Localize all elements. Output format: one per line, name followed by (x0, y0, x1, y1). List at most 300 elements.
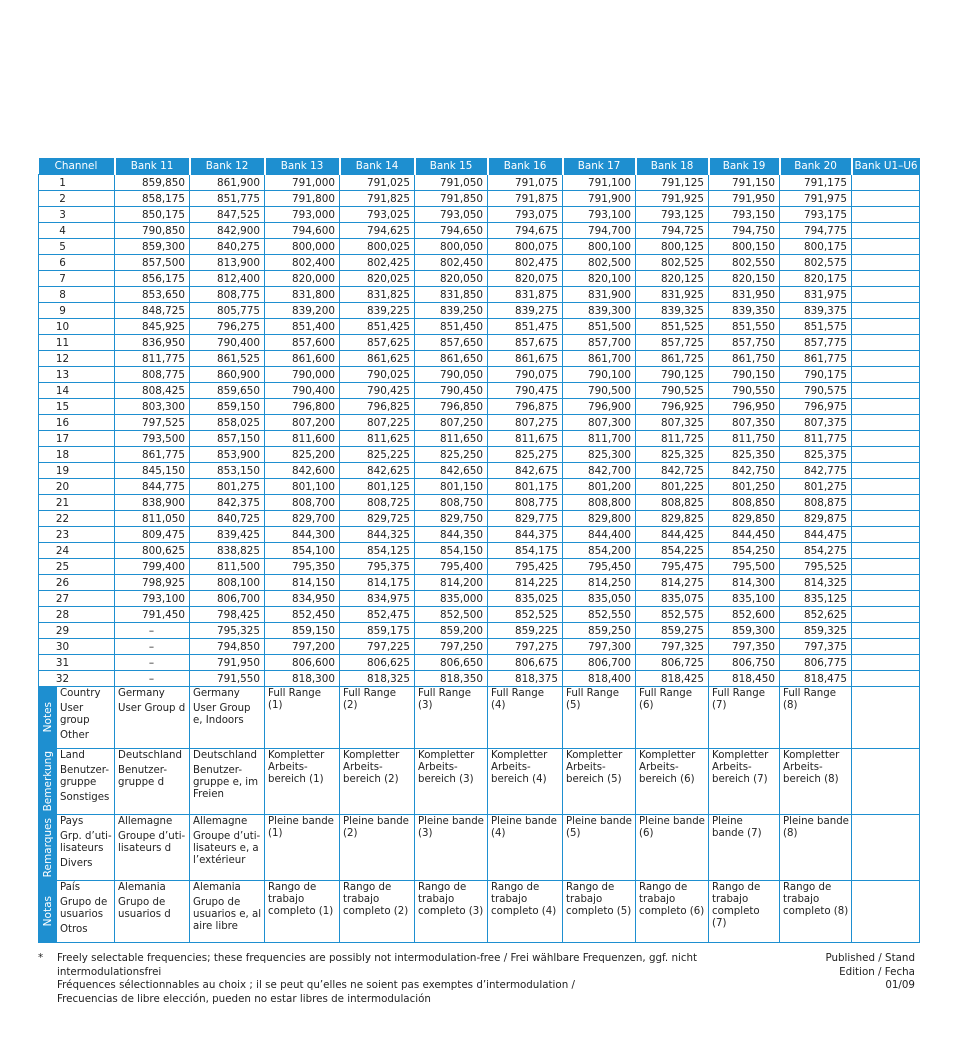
frequency-cell: 794,750 (709, 223, 780, 239)
frequency-cell: 808,725 (340, 495, 415, 511)
frequency-cell: 820,025 (340, 271, 415, 287)
notes-row-label: Grupo de usuarios (60, 897, 108, 920)
frequency-cell: 794,700 (563, 223, 636, 239)
channel-number-cell: 23 (39, 527, 115, 543)
table-row (39, 271, 920, 287)
frequency-cell: 806,650 (415, 655, 488, 671)
frequency-cell: 859,175 (340, 623, 415, 639)
notes-bank11-cell (115, 815, 190, 881)
frequency-cell: 790,050 (415, 367, 488, 383)
frequency-cell (852, 591, 920, 607)
channel-number-cell: 30 (39, 639, 115, 655)
frequency-cell: 854,275 (780, 543, 852, 559)
frequency-cell (852, 335, 920, 351)
frequency-cell: 854,125 (340, 543, 415, 559)
table-row (39, 191, 920, 207)
frequency-cell: 825,300 (563, 447, 636, 463)
frequency-cell: 793,125 (636, 207, 709, 223)
frequency-cell: 790,025 (340, 367, 415, 383)
frequency-cell: 860,900 (190, 367, 265, 383)
frequency-cell: 790,150 (709, 367, 780, 383)
frequency-cell (852, 527, 920, 543)
table-row (39, 351, 920, 367)
frequency-cell: 839,250 (415, 303, 488, 319)
frequency-cell: 800,025 (340, 239, 415, 255)
frequency-cell: 829,750 (415, 511, 488, 527)
notes-empty-cell (852, 687, 920, 749)
notes-row-label: Otros (60, 924, 88, 935)
frequency-cell: 818,425 (636, 671, 709, 687)
notes-range-cell: Kompletter Arbeits-bereich (5) (563, 749, 636, 815)
frequency-cell: 818,350 (415, 671, 488, 687)
frequency-cell: 857,675 (488, 335, 563, 351)
notes-row-label: Land (60, 750, 85, 761)
table-header-row (39, 158, 920, 175)
frequency-cell: 806,750 (709, 655, 780, 671)
frequency-cell: 859,850 (115, 175, 190, 191)
notes-row-label: Divers (60, 858, 93, 869)
frequency-cell: 790,125 (636, 367, 709, 383)
frequency-cell: 807,275 (488, 415, 563, 431)
frequency-cell: 808,850 (709, 495, 780, 511)
frequency-cell: 791,975 (780, 191, 852, 207)
frequency-cell: 814,300 (709, 575, 780, 591)
frequency-cell: 794,675 (488, 223, 563, 239)
frequency-cell: 796,950 (709, 399, 780, 415)
channel-number-cell: 32 (39, 671, 115, 687)
frequency-cell: 836,950 (115, 335, 190, 351)
frequency-cell (852, 543, 920, 559)
frequency-cell: 831,800 (265, 287, 340, 303)
notes-range-cell: Full Range (6) (636, 687, 709, 749)
frequency-cell: 831,850 (415, 287, 488, 303)
notes-range-cell: Kompletter Arbeits-bereich (8) (780, 749, 852, 815)
notes-side-label: Bemerkung (41, 751, 54, 812)
frequency-cell: 829,825 (636, 511, 709, 527)
notes-bank11-text: Allemagne (118, 816, 173, 827)
notes-range-cell: Rango de trabajo completo (6) (636, 881, 709, 943)
frequency-cell: 801,100 (265, 479, 340, 495)
frequency-cell: 801,250 (709, 479, 780, 495)
column-header-bank: Bank 19 (709, 158, 780, 175)
frequency-cell (852, 607, 920, 623)
footnote-asterisk: * (38, 952, 44, 964)
frequency-cell: 807,325 (636, 415, 709, 431)
frequency-cell: 791,850 (415, 191, 488, 207)
frequency-cell: 842,750 (709, 463, 780, 479)
notes-bank12-text: Alemania (193, 882, 241, 893)
frequency-cell: 799,400 (115, 559, 190, 575)
channel-number-cell: 21 (39, 495, 115, 511)
column-header-bank: Bank 14 (340, 158, 415, 175)
frequency-cell: 851,450 (415, 319, 488, 335)
notes-bank11-text: Groupe d’uti-lisateurs d (118, 831, 186, 854)
channel-number-cell: 28 (39, 607, 115, 623)
frequency-cell (852, 319, 920, 335)
table-row (39, 527, 920, 543)
frequency-cell (852, 207, 920, 223)
channel-number-cell: 27 (39, 591, 115, 607)
frequency-cell: 839,300 (563, 303, 636, 319)
frequency-cell: 859,150 (265, 623, 340, 639)
frequency-cell: 818,475 (780, 671, 852, 687)
channel-number-cell: 2 (39, 191, 115, 207)
column-header-bank: Bank 12 (190, 158, 265, 175)
frequency-cell: 791,000 (265, 175, 340, 191)
frequency-cell: 793,100 (115, 591, 190, 607)
table-row (39, 223, 920, 239)
notes-range-cell: Pleine bande (7) (709, 815, 780, 881)
frequency-cell: 844,300 (265, 527, 340, 543)
frequency-cell: 791,900 (563, 191, 636, 207)
frequency-cell: 806,625 (340, 655, 415, 671)
frequency-cell: 808,775 (190, 287, 265, 303)
notes-bank12-cell (190, 687, 265, 749)
frequency-cell: 854,200 (563, 543, 636, 559)
frequency-cell: 820,050 (415, 271, 488, 287)
channel-number-cell: 9 (39, 303, 115, 319)
notes-bank11-text: Deutschland (118, 750, 182, 761)
frequency-cell: 852,600 (709, 607, 780, 623)
frequency-cell: 794,775 (780, 223, 852, 239)
frequency-cell: 851,550 (709, 319, 780, 335)
frequency-cell: 842,775 (780, 463, 852, 479)
frequency-cell: 861,725 (636, 351, 709, 367)
frequency-cell (852, 495, 920, 511)
table-row (39, 319, 920, 335)
frequency-cell: 857,700 (563, 335, 636, 351)
table-row (39, 175, 920, 191)
frequency-cell (852, 559, 920, 575)
frequency-cell: 790,525 (636, 383, 709, 399)
table-row (39, 463, 920, 479)
column-header-bank: Bank 11 (115, 158, 190, 175)
frequency-cell: 851,775 (190, 191, 265, 207)
frequency-cell: 793,000 (265, 207, 340, 223)
frequency-cell: 791,950 (709, 191, 780, 207)
frequency-cell: 854,175 (488, 543, 563, 559)
frequency-cell: 802,400 (265, 255, 340, 271)
notes-range-cell: Pleine bande (2) (340, 815, 415, 881)
frequency-cell: 790,475 (488, 383, 563, 399)
column-header-bank: Bank 17 (563, 158, 636, 175)
frequency-cell: 802,525 (636, 255, 709, 271)
frequency-cell: 791,800 (265, 191, 340, 207)
notes-bank11-text: Benutzer-gruppe d (118, 765, 168, 788)
notes-bank12-cell (190, 749, 265, 815)
notes-side-label-cell (39, 687, 57, 749)
notes-bank11-text: Grupo de usuarios d (118, 897, 171, 920)
frequency-cell: 808,750 (415, 495, 488, 511)
frequency-cell (852, 431, 920, 447)
frequency-cell: 808,425 (115, 383, 190, 399)
frequency-cell: 839,275 (488, 303, 563, 319)
frequency-cell: 825,200 (265, 447, 340, 463)
frequency-cell (852, 655, 920, 671)
notes-range-cell: Rango de trabajo completo (8) (780, 881, 852, 943)
frequency-cell: 857,600 (265, 335, 340, 351)
notes-bank12-text: Allemagne (193, 816, 248, 827)
frequency-cell: 802,575 (780, 255, 852, 271)
frequency-cell: 811,625 (340, 431, 415, 447)
frequency-cell: 807,200 (265, 415, 340, 431)
frequency-cell: 802,550 (709, 255, 780, 271)
frequency-cell: 851,475 (488, 319, 563, 335)
table-row (39, 543, 920, 559)
notes-row-labels (57, 749, 115, 815)
frequency-cell: 797,225 (340, 639, 415, 655)
frequency-cell: 842,650 (415, 463, 488, 479)
frequency-cell: 794,725 (636, 223, 709, 239)
table-row (39, 671, 920, 687)
frequency-cell: 859,250 (563, 623, 636, 639)
frequency-cell: 851,400 (265, 319, 340, 335)
table-row (39, 575, 920, 591)
table-row (39, 559, 920, 575)
notes-bank12-text: Germany (193, 688, 240, 699)
frequency-cell: 844,375 (488, 527, 563, 543)
frequency-cell: 793,100 (563, 207, 636, 223)
channel-number-cell: 19 (39, 463, 115, 479)
frequency-cell: 811,700 (563, 431, 636, 447)
notes-range-cell: Kompletter Arbeits-bereich (2) (340, 749, 415, 815)
frequency-cell: 818,400 (563, 671, 636, 687)
frequency-cell: 796,900 (563, 399, 636, 415)
frequency-cell: 800,100 (563, 239, 636, 255)
channel-number-cell: 20 (39, 479, 115, 495)
frequency-cell: 793,500 (115, 431, 190, 447)
frequency-cell: 806,600 (265, 655, 340, 671)
frequency-cell: 797,300 (563, 639, 636, 655)
frequency-cell: 850,175 (115, 207, 190, 223)
frequency-cell: 795,400 (415, 559, 488, 575)
frequency-cell: 796,850 (415, 399, 488, 415)
frequency-cell: 831,825 (340, 287, 415, 303)
frequency-cell: 861,700 (563, 351, 636, 367)
notes-bank11-cell (115, 881, 190, 943)
frequency-cell: 831,900 (563, 287, 636, 303)
frequency-cell: 790,175 (780, 367, 852, 383)
frequency-cell: 800,050 (415, 239, 488, 255)
frequency-cell: 806,725 (636, 655, 709, 671)
notes-range-cell: Full Range (2) (340, 687, 415, 749)
notes-range-cell: Kompletter Arbeits-bereich (4) (488, 749, 563, 815)
frequency-cell: 857,750 (709, 335, 780, 351)
notes-row-label: País (60, 882, 81, 893)
frequency-cell: 796,800 (265, 399, 340, 415)
frequency-cell: 806,700 (563, 655, 636, 671)
frequency-cell: 844,425 (636, 527, 709, 543)
frequency-cell: 801,225 (636, 479, 709, 495)
frequency-cell: – (115, 655, 190, 671)
frequency-cell: – (115, 639, 190, 655)
table-row (39, 239, 920, 255)
column-header-channel: Channel (39, 158, 115, 175)
notes-range-cell: Rango de trabajo completo (7) (709, 881, 780, 943)
frequency-cell: 840,275 (190, 239, 265, 255)
frequency-cell: 790,400 (265, 383, 340, 399)
notes-range-cell: Rango de trabajo completo (1) (265, 881, 340, 943)
frequency-cell: 811,775 (780, 431, 852, 447)
table-row (39, 367, 920, 383)
frequency-cell: 861,525 (190, 351, 265, 367)
frequency-cell: 795,525 (780, 559, 852, 575)
channel-number-cell: 3 (39, 207, 115, 223)
frequency-cell: 852,475 (340, 607, 415, 623)
frequency-cell: 791,150 (709, 175, 780, 191)
frequency-cell: 851,575 (780, 319, 852, 335)
notes-row-label: Sonstiges (60, 792, 110, 803)
frequency-cell (852, 623, 920, 639)
table-row (39, 447, 920, 463)
notes-range-cell: Full Range (5) (563, 687, 636, 749)
frequency-cell: 813,900 (190, 255, 265, 271)
table-row (39, 287, 920, 303)
frequency-cell: 842,700 (563, 463, 636, 479)
notes-row-label: Other (60, 730, 89, 741)
notes-range-cell: Kompletter Arbeits-bereich (3) (415, 749, 488, 815)
frequency-cell: 801,150 (415, 479, 488, 495)
column-header-bank: Bank U1–U6 (852, 158, 920, 175)
notes-side-label-cell (39, 881, 57, 943)
frequency-cell: 807,300 (563, 415, 636, 431)
notes-bank12-text: Groupe d’uti-lisateurs e, a l’extérieur (193, 831, 261, 866)
frequency-cell: 811,750 (709, 431, 780, 447)
notes-range-cell: Kompletter Arbeits-bereich (1) (265, 749, 340, 815)
channel-number-cell: 4 (39, 223, 115, 239)
frequency-cell: 808,700 (265, 495, 340, 511)
notes-bank12-text: User Group e, Indoors (193, 703, 251, 726)
table-row (39, 303, 920, 319)
frequency-cell: 807,250 (415, 415, 488, 431)
frequency-cell: 811,650 (415, 431, 488, 447)
notes-empty-cell (852, 749, 920, 815)
column-header-bank: Bank 16 (488, 158, 563, 175)
notes-range-cell: Pleine bande (4) (488, 815, 563, 881)
frequency-cell: 814,275 (636, 575, 709, 591)
frequency-cell: 797,275 (488, 639, 563, 655)
notes-row-label: User group (60, 703, 90, 726)
frequency-cell: 851,525 (636, 319, 709, 335)
frequency-cell: 814,200 (415, 575, 488, 591)
notes-side-label: Notes (41, 702, 54, 733)
frequency-cell: 854,225 (636, 543, 709, 559)
frequency-cell: 814,150 (265, 575, 340, 591)
frequency-cell (852, 367, 920, 383)
notes-bank12-text: Grupo de usuarios e, al aire libre (193, 897, 262, 932)
channel-number-cell: 10 (39, 319, 115, 335)
notes-bank11-cell (115, 749, 190, 815)
frequency-cell: 858,175 (115, 191, 190, 207)
frequency-cell: 825,225 (340, 447, 415, 463)
frequency-cell: 857,650 (415, 335, 488, 351)
notes-range-cell: Full Range (4) (488, 687, 563, 749)
frequency-cell: 791,175 (780, 175, 852, 191)
column-header-bank: Bank 20 (780, 158, 852, 175)
frequency-cell (852, 511, 920, 527)
frequency-cell: 791,950 (190, 655, 265, 671)
channel-number-cell: 22 (39, 511, 115, 527)
frequency-cell: 844,775 (115, 479, 190, 495)
frequency-cell: 793,150 (709, 207, 780, 223)
frequency-cell: 793,025 (340, 207, 415, 223)
frequency-cell: 800,175 (780, 239, 852, 255)
frequency-cell: 842,675 (488, 463, 563, 479)
frequency-cell: 790,100 (563, 367, 636, 383)
frequency-cell: 839,325 (636, 303, 709, 319)
frequency-cell: 800,125 (636, 239, 709, 255)
notes-range-cell: Full Range (3) (415, 687, 488, 749)
table-row (39, 511, 920, 527)
frequency-cell: 796,825 (340, 399, 415, 415)
frequency-cell: 829,850 (709, 511, 780, 527)
frequency-cell: 811,050 (115, 511, 190, 527)
channel-number-cell: 29 (39, 623, 115, 639)
notes-row-label: Pays (60, 816, 84, 827)
frequency-cell: 839,375 (780, 303, 852, 319)
frequency-cell: 854,100 (265, 543, 340, 559)
notes-empty-cell (852, 881, 920, 943)
frequency-cell (852, 447, 920, 463)
edition-date: 01/09 (885, 979, 915, 991)
frequency-cell: 858,025 (190, 415, 265, 431)
frequency-cell: 790,550 (709, 383, 780, 399)
frequency-cell: 795,375 (340, 559, 415, 575)
frequency-cell: 852,575 (636, 607, 709, 623)
frequency-cell: 791,125 (636, 175, 709, 191)
frequency-cell: 844,400 (563, 527, 636, 543)
frequency-cell (852, 271, 920, 287)
footnote-line-french: Fréquences sélectionnables au choix ; il se peut qu’elles ne soient pas exemptes d’intermodulation / (57, 979, 575, 991)
frequency-table (38, 158, 920, 943)
notes-range-cell: Pleine bande (5) (563, 815, 636, 881)
notes-range-cell: Kompletter Arbeits-bereich (6) (636, 749, 709, 815)
frequency-cell: 808,100 (190, 575, 265, 591)
column-header-bank: Bank 18 (636, 158, 709, 175)
frequency-cell: 801,125 (340, 479, 415, 495)
notes-range-cell: Pleine bande (6) (636, 815, 709, 881)
frequency-cell: 844,325 (340, 527, 415, 543)
frequency-cell: 820,175 (780, 271, 852, 287)
frequency-cell: 859,300 (115, 239, 190, 255)
notes-bank12-text: Deutschland (193, 750, 257, 761)
notes-range-cell: Pleine bande (1) (265, 815, 340, 881)
notes-range-cell: Kompletter Arbeits-bereich (7) (709, 749, 780, 815)
table-row (39, 495, 920, 511)
frequency-cell: 851,500 (563, 319, 636, 335)
frequency-cell: 820,100 (563, 271, 636, 287)
frequency-cell: 801,275 (190, 479, 265, 495)
frequency-cell: 857,625 (340, 335, 415, 351)
frequency-cell: 835,100 (709, 591, 780, 607)
frequency-cell: 794,850 (190, 639, 265, 655)
channel-number-cell: 14 (39, 383, 115, 399)
channel-number-cell: 18 (39, 447, 115, 463)
table-row (39, 207, 920, 223)
frequency-cell (852, 287, 920, 303)
frequency-cell (852, 415, 920, 431)
notes-range-cell: Full Range (8) (780, 687, 852, 749)
frequency-cell: 859,325 (780, 623, 852, 639)
frequency-cell: 797,525 (115, 415, 190, 431)
frequency-cell: 847,525 (190, 207, 265, 223)
table-row (39, 415, 920, 431)
notes-bank11-cell (115, 687, 190, 749)
frequency-cell: 851,425 (340, 319, 415, 335)
frequency-cell: 852,450 (265, 607, 340, 623)
frequency-cell: 842,625 (340, 463, 415, 479)
frequency-cell: 795,500 (709, 559, 780, 575)
